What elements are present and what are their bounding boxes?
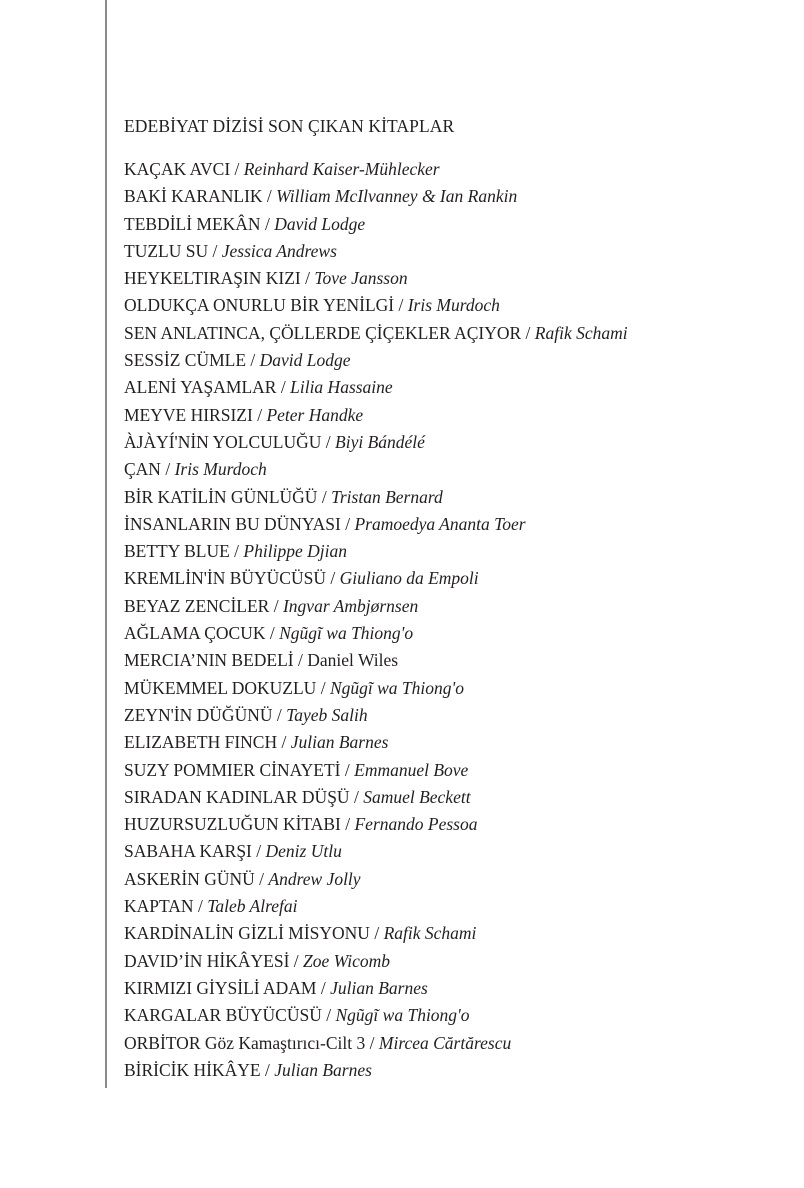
book-title: ÇAN <box>124 459 161 480</box>
book-entry <box>124 485 628 512</box>
book-author: Emmanuel Bove <box>354 759 469 780</box>
page-title: EDEBİYAT DİZİSİ SON ÇIKAN KİTAPLAR <box>124 116 455 136</box>
book-author: Fernando Pessoa <box>354 814 478 835</box>
book-entry <box>124 512 628 539</box>
separator: / <box>208 240 222 261</box>
separator: / <box>193 896 208 917</box>
book-title: SUZY POMMIER CİNAYETİ <box>124 759 341 780</box>
book-author: Tove Jansson <box>314 268 408 289</box>
separator: / <box>349 786 364 807</box>
book-entry <box>124 1003 628 1030</box>
book-title: TEBDİLİ MEKÂN <box>124 213 261 234</box>
separator: / <box>260 1059 275 1080</box>
book-entry <box>124 157 628 184</box>
book-author: Philippe Djian <box>243 541 347 562</box>
book-entry <box>124 839 628 866</box>
separator: / <box>276 377 291 398</box>
separator: / <box>262 186 277 207</box>
book-entry <box>124 1058 628 1085</box>
book-entry <box>124 184 628 211</box>
separator: / <box>316 677 330 698</box>
separator: / <box>521 322 535 343</box>
book-entry <box>124 212 628 239</box>
book-title: SIRADAN KADINLAR DÜŞÜ <box>124 786 350 807</box>
separator: / <box>252 404 267 425</box>
separator: / <box>293 650 308 671</box>
book-title: BİRİCİK HİKÂYE <box>124 1059 261 1080</box>
book-title: MEYVE HIRSIZI <box>124 404 253 425</box>
book-author: Ngũgĩ wa Thiong'o <box>329 677 464 698</box>
separator: / <box>254 868 269 889</box>
separator: / <box>277 732 291 753</box>
book-author: Pramoedya Ananta Toer <box>354 513 526 534</box>
book-author: David Lodge <box>259 350 351 371</box>
book-title: HUZURSUZLUĞUN KİTABI <box>124 814 341 835</box>
book-entry <box>124 266 628 293</box>
book-title: KIRMIZI GİYSİLİ ADAM <box>124 977 317 998</box>
book-author: Julian Barnes <box>290 732 389 753</box>
book-author: Giuliano da Empoli <box>339 568 479 589</box>
book-author: Tristan Bernard <box>331 486 443 507</box>
book-author: Rafik Schami <box>534 322 628 343</box>
separator: / <box>325 568 340 589</box>
book-title: KARDİNALİN GİZLİ MİSYONU <box>124 923 370 944</box>
book-entry <box>124 648 628 675</box>
book-entry <box>124 566 628 593</box>
book-author: Daniel Wiles <box>307 650 399 671</box>
book-title: ZEYN'İN DÜĞÜNÜ <box>124 704 273 725</box>
book-entry <box>124 730 628 757</box>
book-author: Ingvar Ambjørnsen <box>282 595 419 616</box>
book-title: AĞLAMA ÇOCUK <box>124 623 266 644</box>
book-title: SABAHA KARŞI <box>124 841 252 862</box>
book-author: Rafik Schami <box>383 923 477 944</box>
book-entry <box>124 293 628 320</box>
book-author: Zoe Wicomb <box>303 950 391 971</box>
book-author: Biyi Bándélé <box>335 431 425 452</box>
book-author: Iris Murdoch <box>407 295 500 316</box>
book-author: Peter Handke <box>266 404 364 425</box>
book-entry <box>124 976 628 1003</box>
book-title: ÀJÀYÍ'NİN YOLCULUĞU <box>124 431 322 452</box>
book-title: MÜKEMMEL DOKUZLU <box>124 677 317 698</box>
separator: / <box>160 459 175 480</box>
book-entry <box>124 894 628 921</box>
book-entry <box>124 239 628 266</box>
book-title: BETTY BLUE <box>124 541 230 562</box>
book-title: KREMLİN'İN BÜYÜCÜSÜ <box>124 568 326 589</box>
book-title: ALENİ YAŞAMLAR <box>124 377 277 398</box>
separator: / <box>265 623 280 644</box>
book-author: Ngũgĩ wa Thiong'o <box>335 1005 470 1026</box>
separator: / <box>272 704 287 725</box>
book-entry <box>124 430 628 457</box>
separator: / <box>269 595 283 616</box>
separator: / <box>321 431 336 452</box>
book-title: ASKERİN GÜNÜ <box>124 868 255 889</box>
book-title: SESSİZ CÜMLE <box>124 350 247 371</box>
book-author: Mircea Cărtărescu <box>378 1032 512 1053</box>
book-entry <box>124 703 628 730</box>
book-list <box>124 157 628 1085</box>
separator: / <box>251 841 266 862</box>
separator: / <box>317 486 332 507</box>
book-entry <box>124 949 628 976</box>
margin-rule <box>105 0 107 1088</box>
book-author: Taleb Alrefai <box>207 896 298 917</box>
book-author: Iris Murdoch <box>174 459 267 480</box>
book-author: Julian Barnes <box>274 1059 372 1080</box>
book-title: KAÇAK AVCI <box>124 159 231 179</box>
book-title: SEN ANLATINCA, ÇÖLLERDE ÇİÇEKLER AÇIYOR <box>124 322 522 343</box>
book-title: TUZLU SU <box>124 240 209 261</box>
book-title: BİR KATİLİN GÜNLÜĞÜ <box>124 486 318 507</box>
separator: / <box>229 541 244 562</box>
book-title: OLDUKÇA ONURLU BİR YENİLGİ <box>124 295 395 316</box>
book-entry <box>124 1031 628 1058</box>
book-author: Lilia Hassaine <box>290 377 393 398</box>
separator: / <box>340 513 355 534</box>
book-title: BEYAZ ZENCİLER <box>124 595 270 616</box>
book-title: ELIZABETH FINCH <box>124 732 278 753</box>
separator: / <box>340 759 355 780</box>
separator: / <box>340 814 355 835</box>
book-entry <box>124 348 628 375</box>
separator: / <box>300 268 315 289</box>
book-title: DAVID’İN HİKÂYESİ <box>124 950 290 971</box>
book-entry <box>124 321 628 348</box>
separator: / <box>316 977 331 998</box>
separator: / <box>260 213 275 234</box>
book-author: Jessica Andrews <box>221 240 337 261</box>
book-entry <box>124 594 628 621</box>
book-entry <box>124 676 628 703</box>
book-title: BAKİ KARANLIK <box>124 186 263 207</box>
book-author: Tayeb Salih <box>286 704 368 725</box>
book-author: Reinhard Kaiser-Mühlecker <box>243 159 440 179</box>
book-entry <box>124 375 628 402</box>
book-entry <box>124 403 628 430</box>
separator: / <box>230 159 244 179</box>
book-entry <box>124 621 628 648</box>
book-title: MERCIA’NIN BEDELİ <box>124 650 294 671</box>
separator: / <box>365 1032 379 1053</box>
book-author: William McIlvanney & Ian Rankin <box>276 186 518 207</box>
book-entry <box>124 867 628 894</box>
book-title: KAPTAN <box>124 896 194 917</box>
book-entry <box>124 758 628 785</box>
book-entry <box>124 921 628 948</box>
book-author: David Lodge <box>274 213 366 234</box>
book-title: İNSANLARIN BU DÜNYASI <box>124 513 341 534</box>
book-author: Julian Barnes <box>330 977 428 998</box>
separator: / <box>394 295 408 316</box>
book-entry <box>124 812 628 839</box>
book-author: Samuel Beckett <box>363 786 471 807</box>
separator: / <box>289 950 304 971</box>
separator: / <box>246 350 260 371</box>
book-author: Deniz Utlu <box>265 841 342 862</box>
book-title: KARGALAR BÜYÜCÜSÜ <box>124 1005 322 1026</box>
book-entry <box>124 457 628 484</box>
separator: / <box>369 923 384 944</box>
book-title: HEYKELTIRAŞIN KIZI <box>124 268 301 289</box>
book-author: Ngũgĩ wa Thiong'o <box>279 623 414 644</box>
book-entry <box>124 539 628 566</box>
book-entry <box>124 785 628 812</box>
book-author: Andrew Jolly <box>268 868 361 889</box>
book-title: ORBİTOR Göz Kamaştırıcı-Cilt 3 <box>124 1032 366 1053</box>
separator: / <box>321 1005 336 1026</box>
